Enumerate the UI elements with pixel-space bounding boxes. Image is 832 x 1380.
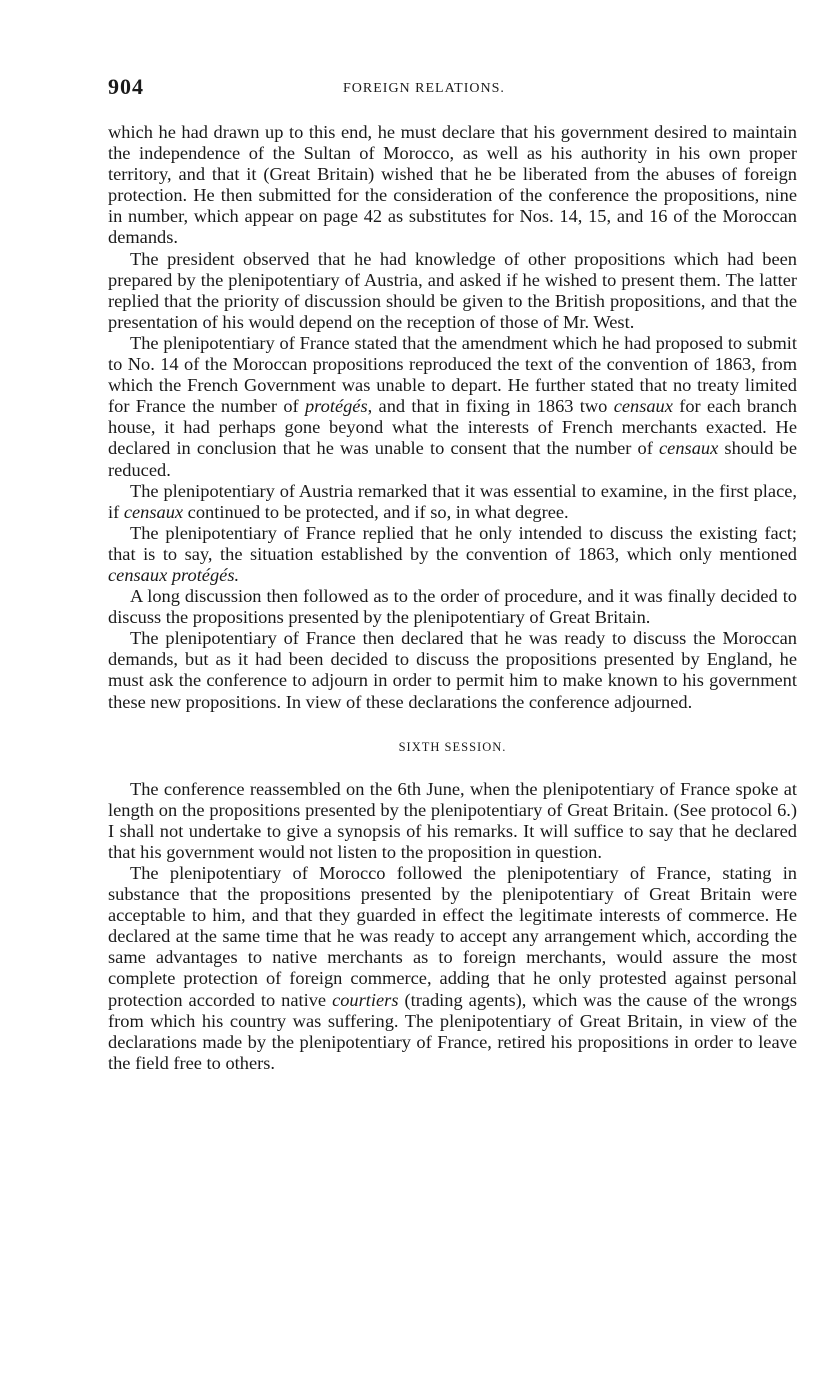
italic-term: censaux (659, 438, 719, 459)
paragraph (108, 523, 797, 586)
page-header (108, 74, 798, 104)
paragraph: The plenipotentiary of France then declared that he was ready to discuss the Moroccan demands, but as it had been decided to discuss the propositions presented by England, he must ask the conference to adjourn in order to permit him to make known to his government these new propositions. In view of these declarations the conference adjourned. (108, 628, 797, 712)
paragraph: A long discussion then followed as to the order of procedure, and it was finally decided to discuss the propositions presented by the plenipotentiary of Great Britain. (108, 586, 797, 628)
paragraph-text: The plenipotentiary of France stated that the amendment which he had proposed to submit to No. 14 of the Moroccan propositions reproduced the text of the convention of 1863, from which the French Government was unable to depart. He further stated that no treaty limited for France the number of (108, 332, 797, 417)
italic-term: protégés (304, 396, 368, 417)
paragraph (108, 481, 797, 523)
italic-term: censaux protégés. (108, 564, 240, 585)
paragraph-text: (trading agents), which was the cause of the wrongs from which his country was suffering. The plenipotentiary of Great Britain, in view of the declarations made by the plenipotentiary of France, retired his propositions in order to leave the field free to others. (108, 989, 797, 1073)
paragraph-text: for each branch house, it had perhaps gone beyond what the interests of French merchants exacted. He declared in conclusion that he was unable to consent that the number of (108, 396, 797, 459)
page-number: 904 (108, 74, 144, 99)
italic-term: censaux (613, 396, 673, 417)
paragraph: which he had drawn up to this end, he must declare that his government desired to maintain the independence of the Sultan of Morocco, as well as his authority in his own proper territory, and that it (Great Britain) wished that he be liberated from the abuses of foreign protection. He then submitted for the consideration of the conference the propositions, nine in number, which appear on page 42 as substitutes for Nos. 14, 15, and 16 of the Moroccan demands. (108, 122, 797, 248)
paragraph-text: , and that in fixing in 1863 two (367, 396, 614, 417)
paragraph-text: should be reduced. (108, 438, 797, 480)
body-text (108, 122, 797, 1074)
section-heading: SIXTH SESSION. (398, 739, 507, 754)
paragraph: The conference reassembled on the 6th June, when the plenipotentiary of France spoke at length on the propositions presented by the plenipotentiary of Great Britain. (See protocol 6.) I shall not undertake to give a synopsis of his remarks. It will suffice to say that he declared that his government would not listen to the proposition in question. (108, 778, 797, 862)
paragraph-text: The plenipotentiary of Morocco followed the plenipotentiary of France, stating in substance that the propositions presented by the plenipotentiary of Great Britain were acceptable to him, and that they guarded in effect the legitimate interests of commerce. He declared at the same time that he was ready to accept any arrangement which, according the same advantages to native merchants as to foreign merchants, would assure the most complete protection of foreign commerce, adding that he only protested against personal protection accorded to native (108, 863, 797, 1010)
paragraph: The president observed that he had knowledge of other propositions which had been prepared by the plenipotentiary of Austria, and asked if he wished to present them. The latter replied that the priority of discussion should be given to the British propositions, and that the presentation of his would depend on the reception of those of Mr. West. (108, 248, 797, 332)
paragraph-text: The plenipotentiary of Austria remarked that it was essential to examine, in the first place, if (108, 480, 797, 522)
italic-term: courtiers (332, 989, 399, 1010)
running-head: FOREIGN RELATIONS. (343, 81, 505, 96)
paragraph-text: The plenipotentiary of France replied that he only intended to discuss the existing fact; that is to say, the situation established by the convention of 1863, which only mentioned (108, 522, 797, 564)
paragraph-text: continued to be protected, and if so, in what degree. (183, 501, 569, 522)
paragraph (108, 333, 797, 481)
italic-term: censaux (123, 501, 184, 522)
paragraph (108, 863, 797, 1074)
